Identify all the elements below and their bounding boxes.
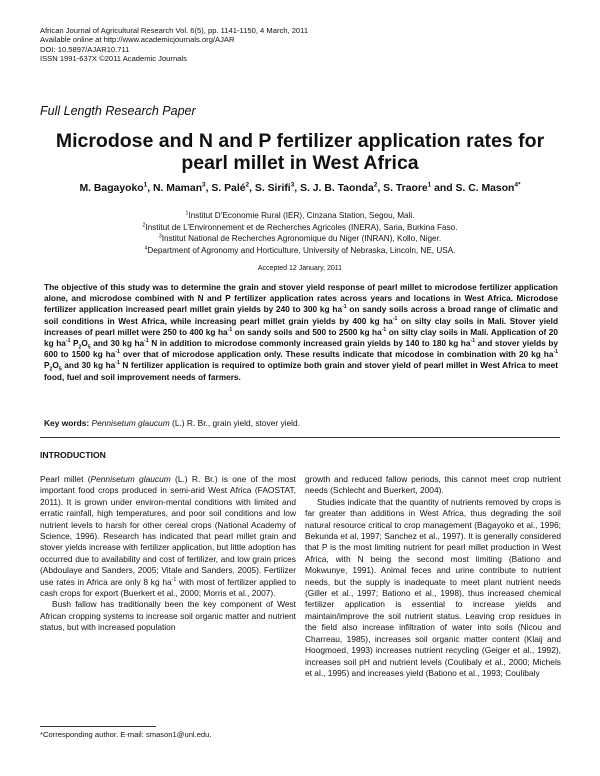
author-affiliation-mark: 3 <box>290 181 295 189</box>
author-name: S. Sirifi <box>254 183 291 194</box>
footnote-divider <box>40 726 156 727</box>
affiliation-line <box>40 233 560 245</box>
author-affiliation-mark: 1 <box>427 181 432 189</box>
author-separator: , <box>205 183 212 194</box>
body-column-left <box>40 474 296 634</box>
affiliation-number: 4 <box>144 244 148 251</box>
paragraph: growth and reduced fallow periods, this cannot meet crop nutrient needs (Schlecht and Buerkert, 2004). <box>305 474 561 496</box>
author-name: S. C. Mason <box>455 183 515 194</box>
section-divider <box>40 437 560 438</box>
affiliation-line <box>40 222 560 234</box>
author-name: N. Maman <box>152 183 203 194</box>
journal-availability: Available online at http://www.academicjournals.org/AJAR <box>40 35 235 45</box>
keywords-rest: (L.) R. Br., grain yield, stover yield. <box>169 418 301 428</box>
journal-header <box>40 26 308 64</box>
author-conjunction: and <box>431 183 456 194</box>
accepted-date: Accepted 12 January, 2011 <box>257 265 343 272</box>
author-affiliation-mark: 2 <box>373 181 378 189</box>
affiliation-line <box>40 210 560 222</box>
author-separator: , <box>377 183 384 194</box>
affiliation-text: Institut National de Recherches Agronomique du Niger (INRAN), Kollo, Niger. <box>161 234 442 243</box>
author-name: S. Traore <box>383 183 428 194</box>
corresponding-author-footnote: *Corresponding author. E-mail: smason1@unl.edu. <box>40 730 212 739</box>
paragraph: Bush fallow has traditionally been the key component of West African cropping systems to increase soil organic matter and nutrient status, but with increased population <box>40 599 296 633</box>
author-separator: , <box>294 183 301 194</box>
author-affiliation-mark: 2 <box>245 181 250 189</box>
affiliation-text: Institut D’Economie Rural (IER), Cinzana Station, Segou, Mali. <box>188 211 415 220</box>
section-heading-introduction: INTRODUCTION <box>40 450 106 460</box>
affiliation-number: 3 <box>158 233 162 240</box>
author-affiliation-mark: 3 <box>202 181 206 189</box>
paper-type: Full Length Research Paper <box>40 104 196 118</box>
author-name: S. Palé <box>211 183 246 194</box>
author-name: M. Bagayoko <box>79 183 144 194</box>
keywords <box>44 418 300 428</box>
author-name: S. J. B. Taonda <box>300 183 374 194</box>
author-affiliation-mark: 1 <box>143 181 148 189</box>
paper-title: Microdose and N and P fertilizer application rates for pearl millet in West Africa <box>55 130 545 174</box>
affiliation-number: 1 <box>185 210 189 217</box>
affiliations <box>40 210 560 256</box>
journal-doi: DOI: 10.5897/AJAR10.711 <box>40 44 130 54</box>
affiliation-line <box>40 245 560 257</box>
keywords-label: Key words: <box>44 418 90 428</box>
paragraph: Studies indicate that the quantity of nutrients removed by crops is far greater than additions in West Africa, thus degrading the soil natural resource critical to crop management (Bagayoko et al., 1996; Bekunda et al, 1997; Sanchez et al., 1997). It is generally considered that P is the most limiting nutrient for pearl millet production in West Africa, with N being the second most limiting (Bationo and Mokwunye, 1991). Animal feces and urine contribute to nutrient needs, but the supply is inadequate to meet plant nutrient needs (Giller et al., 1997; Bationo et al., 1998), thus increased chemical fertilizer application is essential to increase yields and maintain/improve the soil nutrient status. Leaving crop residues in the field also increase infiltration of water into soils (Nicou and Charreau, 1985), increases soil organic matter content (Klaij and Hoogmoed, 1993) increases nutrient recycling (Geiger et al., 1992), increases soil pH and nutrient levels (Coulibaly et al., 2000; Michels et al., 1995) and increases yield (Bationo et al., 1993; Coulibaly <box>305 496 561 678</box>
keywords-species: Pennisetum glaucum <box>91 418 170 428</box>
journal-issn: ISSN 1991-637X ©2011 Academic Journals <box>40 54 187 64</box>
author-separator: , <box>249 183 255 194</box>
affiliation-number: 2 <box>142 221 146 228</box>
body-column-right <box>305 474 561 679</box>
author-separator: , <box>147 183 153 194</box>
author-list <box>40 183 560 194</box>
paragraph: Pearl millet (Pennisetum glaucum (L.) R. Br.) is one of the most important food crops produced in semi-arid West Africa (FAOSTAT, 2011). It is grown under environ-mental conditions with limited and erratic rainfall, high temperatures, and poor soil conditions and low nutrient levels to harsh for other cereal crops (National Academy of Science, 1996). Research has indicated that pearl millet grain and stover yields increase with fertilizer application, but little adoption has occurred due to availability and cost of fertilizer, and low grain prices (Abdoulaye and Sanders, 2005; Vitale and Sanders, 2005). Fertilizer use rates in Africa are only 8 kg $ha^{-1}$ with most of fertilizer applied to cash crops for export (Buerkert et al., 2000; Morris et al., 2007). <box>40 474 296 599</box>
abstract: The objective of this study was to determine the grain and stover yield response of pearl millet to microdose fertilizer application alone, and microdose combined with N and P fertilizer application rates across years and locations in West Africa. Microdose fertilizer application increased pearl millet grain yields by 240 to 300 kg $ha^{-1}$ on sandy soils across a broad range of climatic and soil conditions in West Africa, while increasing pearl millet grain yields by 400 kg $ha^{-1}$ on silty clay soils in Mali. Stover yield increases of pearl millet were 250 to 400 kg $ha^{-1}$ on sandy soils and 500 to 2500 kg $ha^{-1}$ on silty clay soils in Mali. Application of 20 kg $ha^{-1}$ $P_2O_5$ and 30 kg $ha^{-1}$ N in addition to microdose commonly increased grain yields by 140 to 180 kg $ha^{-1}$ and stover yields by 600 to 1500 kg $ha^{-1}$ over that of microdose application only. These results indicate that micodose in combination with 20 kg $ha^{-1}$ $P_2O_5$ and 30 kg $ha^{-1}$ N fertilizer application is required to optimize both grain and stover yield of pearl millet in West Africa to meet food, fuel and soil improvement needs of farmers. <box>44 282 559 382</box>
affiliation-text: Department of Agronomy and Horticulture, University of Nebraska, Lincoln, NE, USA. <box>147 245 456 255</box>
journal-citation: African Journal of Agricultural Research Vol. 6(5), pp. 1141-1150, 4 March, 2011 <box>40 26 309 35</box>
author-affiliation-mark: 4* <box>514 181 521 189</box>
affiliation-text: Institut de L’Environnement et de Recherches Agricoles (INERA), Saria, Burkina Faso. <box>145 222 458 232</box>
